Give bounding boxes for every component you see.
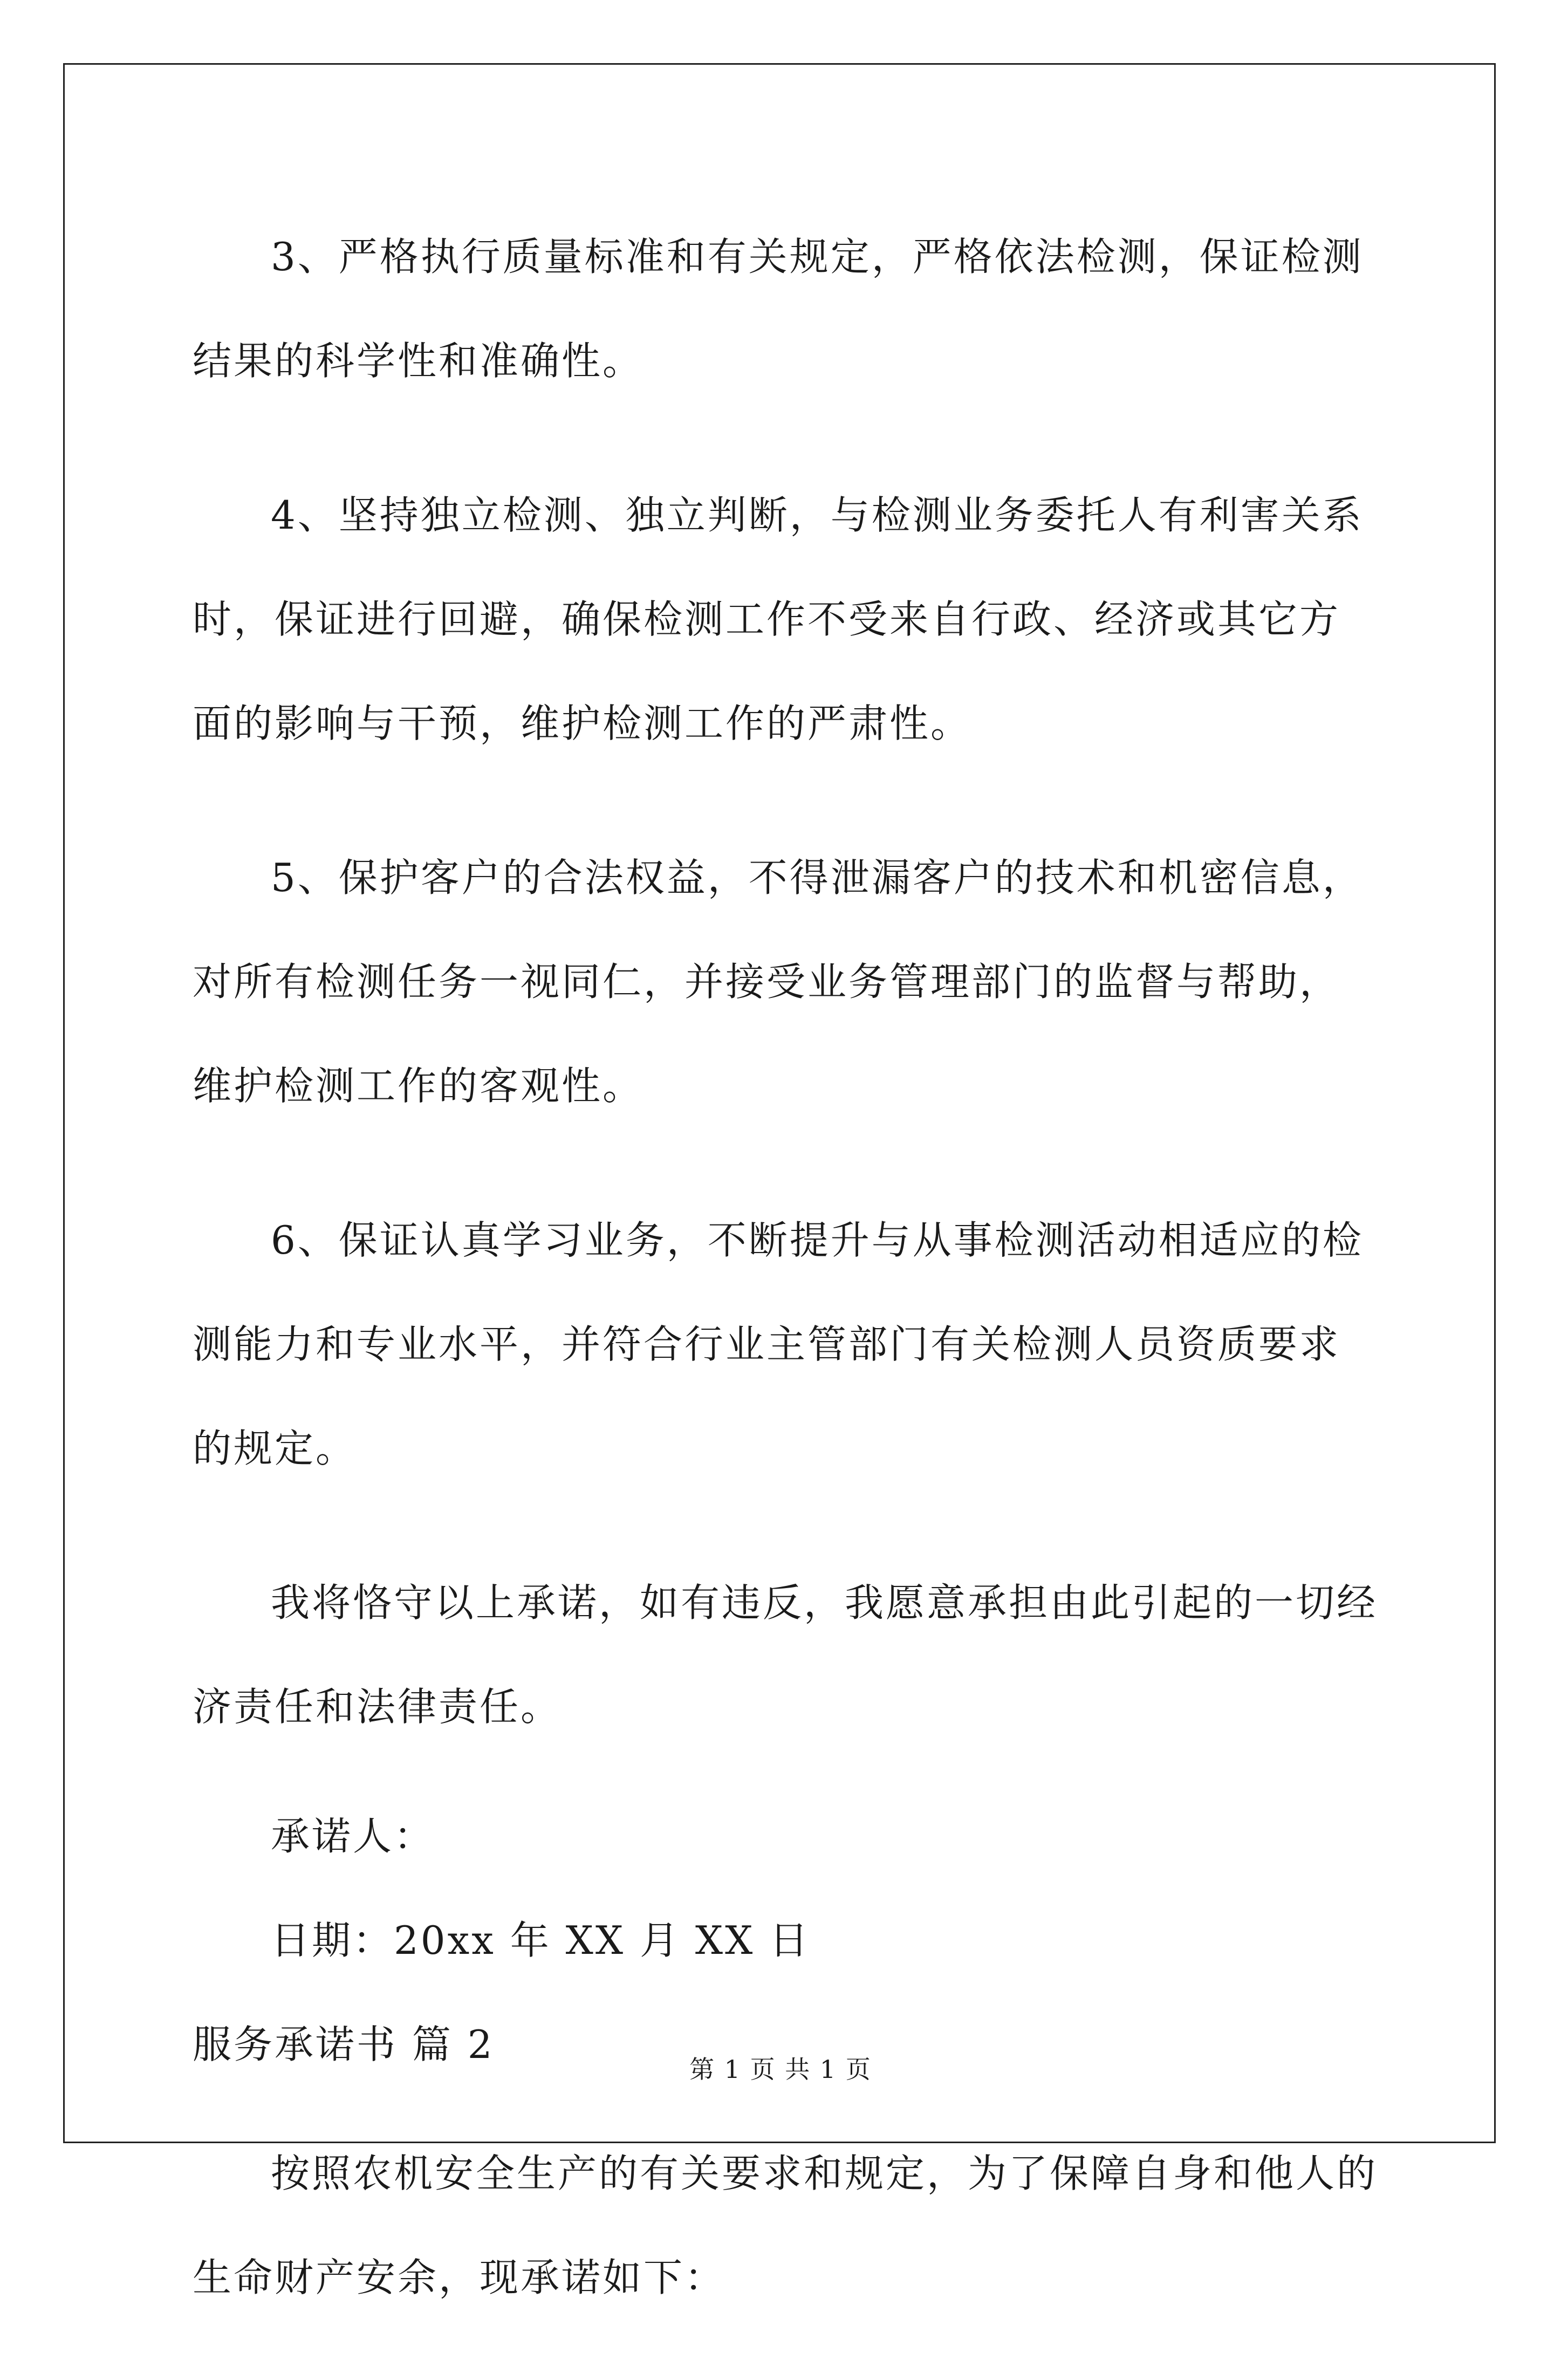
paragraph-commitment: 我将恪守以上承诺，如有违反，我愿意承担由此引起的一切经济责任和法律责任。 bbox=[193, 1580, 1378, 1729]
date-line: 日期：20xx 年 XX 月 XX 日 bbox=[271, 1918, 811, 1963]
section2-paragraph: 按照农机安全生产的有关要求和规定，为了保障自身和他人的生命财产安余，现承诺如下： bbox=[193, 2151, 1378, 2300]
section-heading: 服务承诺书 篇 2 bbox=[193, 2022, 495, 2067]
signer-label: 承诺人： bbox=[271, 1814, 435, 1859]
paragraph-item-5: 5、保护客户的合法权益，不得泄漏客户的技术和机密信息，对所有检测任务一视同仁，并接受业务管理部门的监督与帮助，维护检测工作的客观性。 bbox=[193, 855, 1364, 1109]
page-footer: 第 1 页 共 1 页 bbox=[689, 2055, 872, 2084]
paragraph-item-6: 6、保证认真学习业务，不断提升与从事检测活动相适应的检测能力和专业水平，并符合行业主管部门有关检测人员资质要求的规定。 bbox=[193, 1218, 1364, 1471]
paragraph-item-4: 4、坚持独立检测、独立判断，与检测业务委托人有利害关系时，保证进行回避，确保检测工作不受来自行政、经济或其它方面的影响与干预，维护检测工作的严肃性。 bbox=[193, 493, 1364, 746]
paragraph-item-3: 3、严格执行质量标准和有关规定，严格依法检测，保证检测结果的科学性和准确性。 bbox=[193, 234, 1364, 384]
